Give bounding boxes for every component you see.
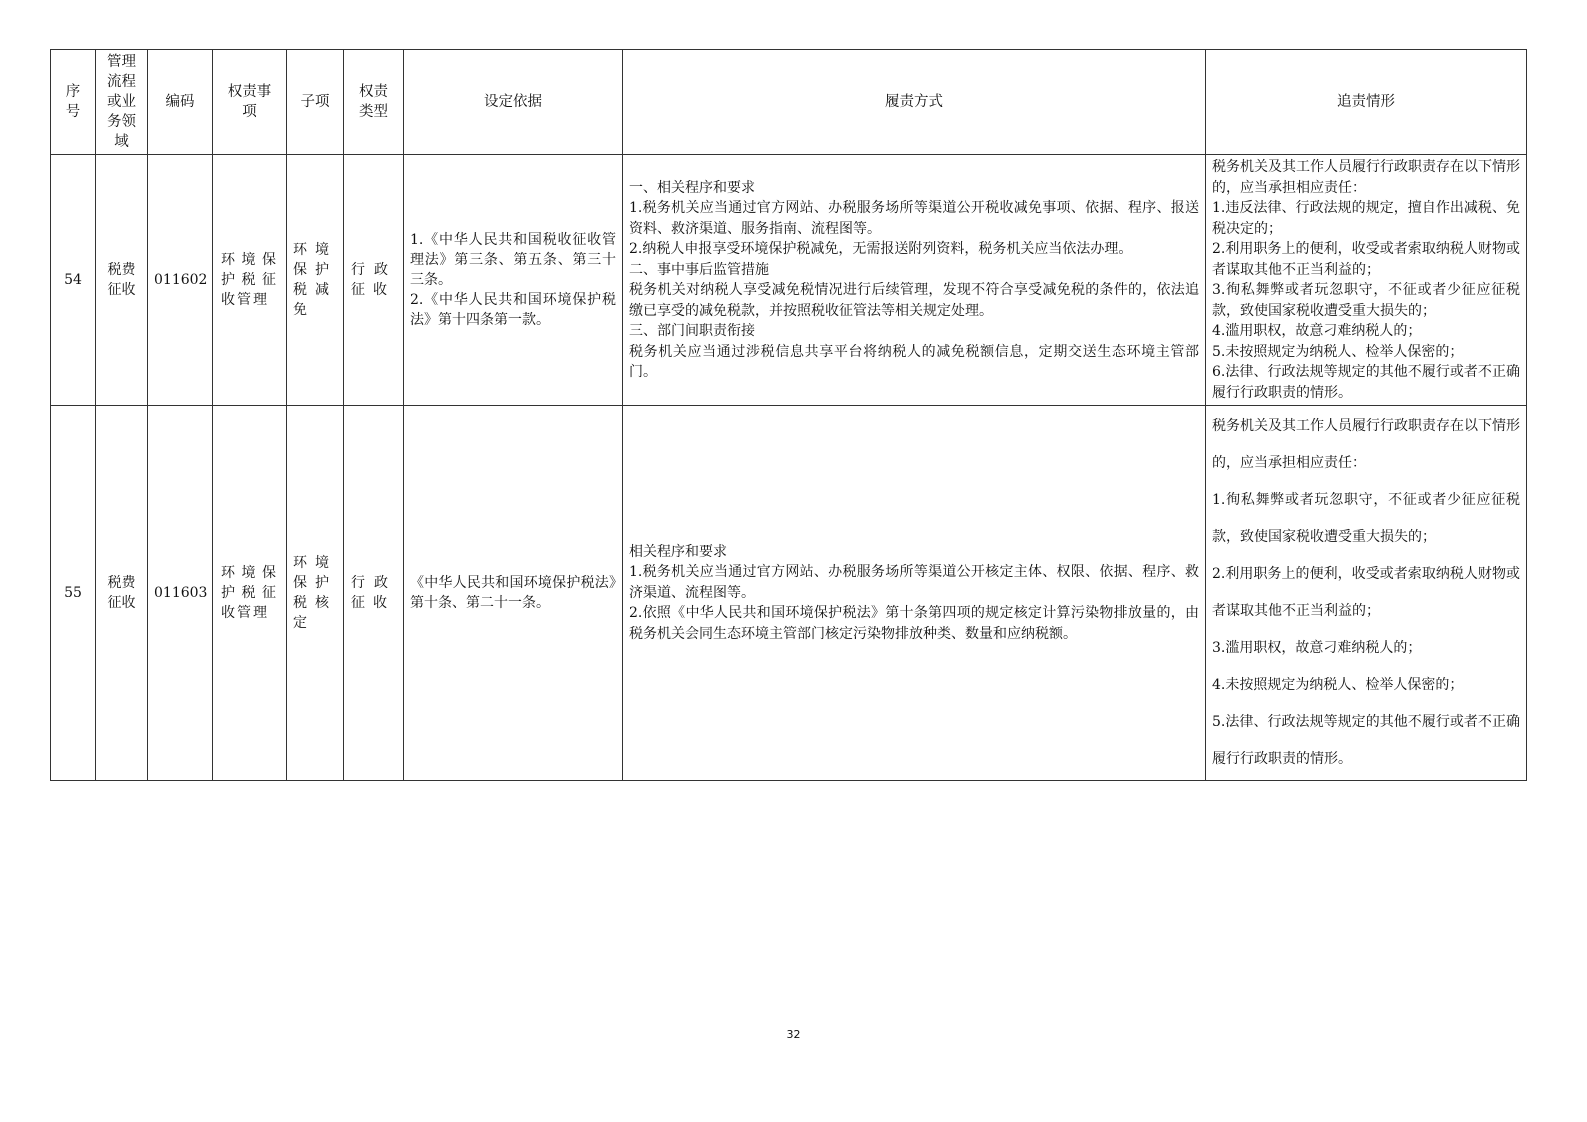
cell-subitem: 环境保护税减免 bbox=[287, 155, 344, 406]
cell-accountability: 税务机关及其工作人员履行行政职责存在以下情形的，应当承担相应责任： 1.违反法律、行政法规的规定，擅自作出减税、免税决定的； 2.利用职务上的便利，收受或者索取纳税人财物或者谋取其他不正当利益的； 3.徇私舞弊或者玩忽职守，不征或者少征应征税款，致使国家税收遭受重大损失的； 4.滥用职权，故意刁难纳税人的； 5.未按照规定为纳税人、检举人保密的； 6.法律、行政法规等规定的其他不履行或者不正确履行行政职责的情形。 bbox=[1206, 155, 1527, 406]
page-number: 32 bbox=[786, 1028, 801, 1041]
header-subitem: 子项 bbox=[287, 50, 344, 155]
cell-type: 行政征收 bbox=[344, 155, 404, 406]
header-duty: 履责方式 bbox=[623, 50, 1206, 155]
table-header-row bbox=[51, 50, 1527, 155]
cell-domain: 税费征收 bbox=[96, 406, 148, 781]
cell-item: 环境保护税征收管理 bbox=[213, 155, 287, 406]
cell-type: 行政征收 bbox=[344, 406, 404, 781]
cell-duty: 相关程序和要求 1.税务机关应当通过官方网站、办税服务场所等渠道公开核定主体、权限、依据、程序、救济渠道、流程图等。 2.依照《中华人民共和国环境保护税法》第十条第四项的规定核定计算污染物排放量的，由税务机关会同生态环境主管部门核定污染物排放种类、数量和应纳税额。 bbox=[623, 406, 1206, 781]
header-item: 权责事项 bbox=[213, 50, 287, 155]
cell-basis: 《中华人民共和国环境保护税法》第十条、第二十一条。 bbox=[404, 406, 623, 781]
cell-seq: 54 bbox=[51, 155, 96, 406]
cell-domain: 税费征收 bbox=[96, 155, 148, 406]
header-seq: 序号 bbox=[51, 50, 96, 155]
cell-code: 011602 bbox=[148, 155, 213, 406]
cell-accountability: 税务机关及其工作人员履行行政职责存在以下情形的，应当承担相应责任： 1.徇私舞弊或者玩忽职守，不征或者少征应征税款，致使国家税收遭受重大损失的； 2.利用职务上的便利，收受或者索取纳税人财物或者谋取其他不正当利益的； 3.滥用职权，故意刁难纳税人的； 4.未按照规定为纳税人、检举人保密的； 5.法律、行政法规等规定的其他不履行或者不正确履行行政职责的情形。 bbox=[1206, 406, 1527, 781]
duty-table bbox=[50, 49, 1527, 781]
cell-item: 环境保护税征收管理 bbox=[213, 406, 287, 781]
header-accountability: 追责情形 bbox=[1206, 50, 1527, 155]
table-row bbox=[51, 406, 1527, 781]
header-type: 权责类型 bbox=[344, 50, 404, 155]
duty-list-sheet bbox=[50, 49, 1526, 781]
cell-seq: 55 bbox=[51, 406, 96, 781]
table-row bbox=[51, 155, 1527, 406]
header-basis: 设定依据 bbox=[404, 50, 623, 155]
cell-duty: 一、相关程序和要求 1.税务机关应当通过官方网站、办税服务场所等渠道公开税收减免事项、依据、程序、报送资料、救济渠道、服务指南、流程图等。 2.纳税人申报享受环境保护税减免，无需报送附列资料，税务机关应当依法办理。 二、事中事后监管措施 税务机关对纳税人享受减免税情况进行后续管理，发现不符合享受减免税的条件的，依法追缴已享受的减免税款，并按照税收征管法等相关规定处理。 三、部门间职责衔接 税务机关应当通过涉税信息共享平台将纳税人的减免税额信息，定期交送生态环境主管部门。 bbox=[623, 155, 1206, 406]
header-code: 编码 bbox=[148, 50, 213, 155]
header-domain: 管理流程或业务领域 bbox=[96, 50, 148, 155]
cell-code: 011603 bbox=[148, 406, 213, 781]
cell-basis: 1.《中华人民共和国税收征收管理法》第三条、第五条、第三十三条。 2.《中华人民共和国环境保护税法》第十四条第一款。 bbox=[404, 155, 623, 406]
cell-subitem: 环境保护税核定 bbox=[287, 406, 344, 781]
